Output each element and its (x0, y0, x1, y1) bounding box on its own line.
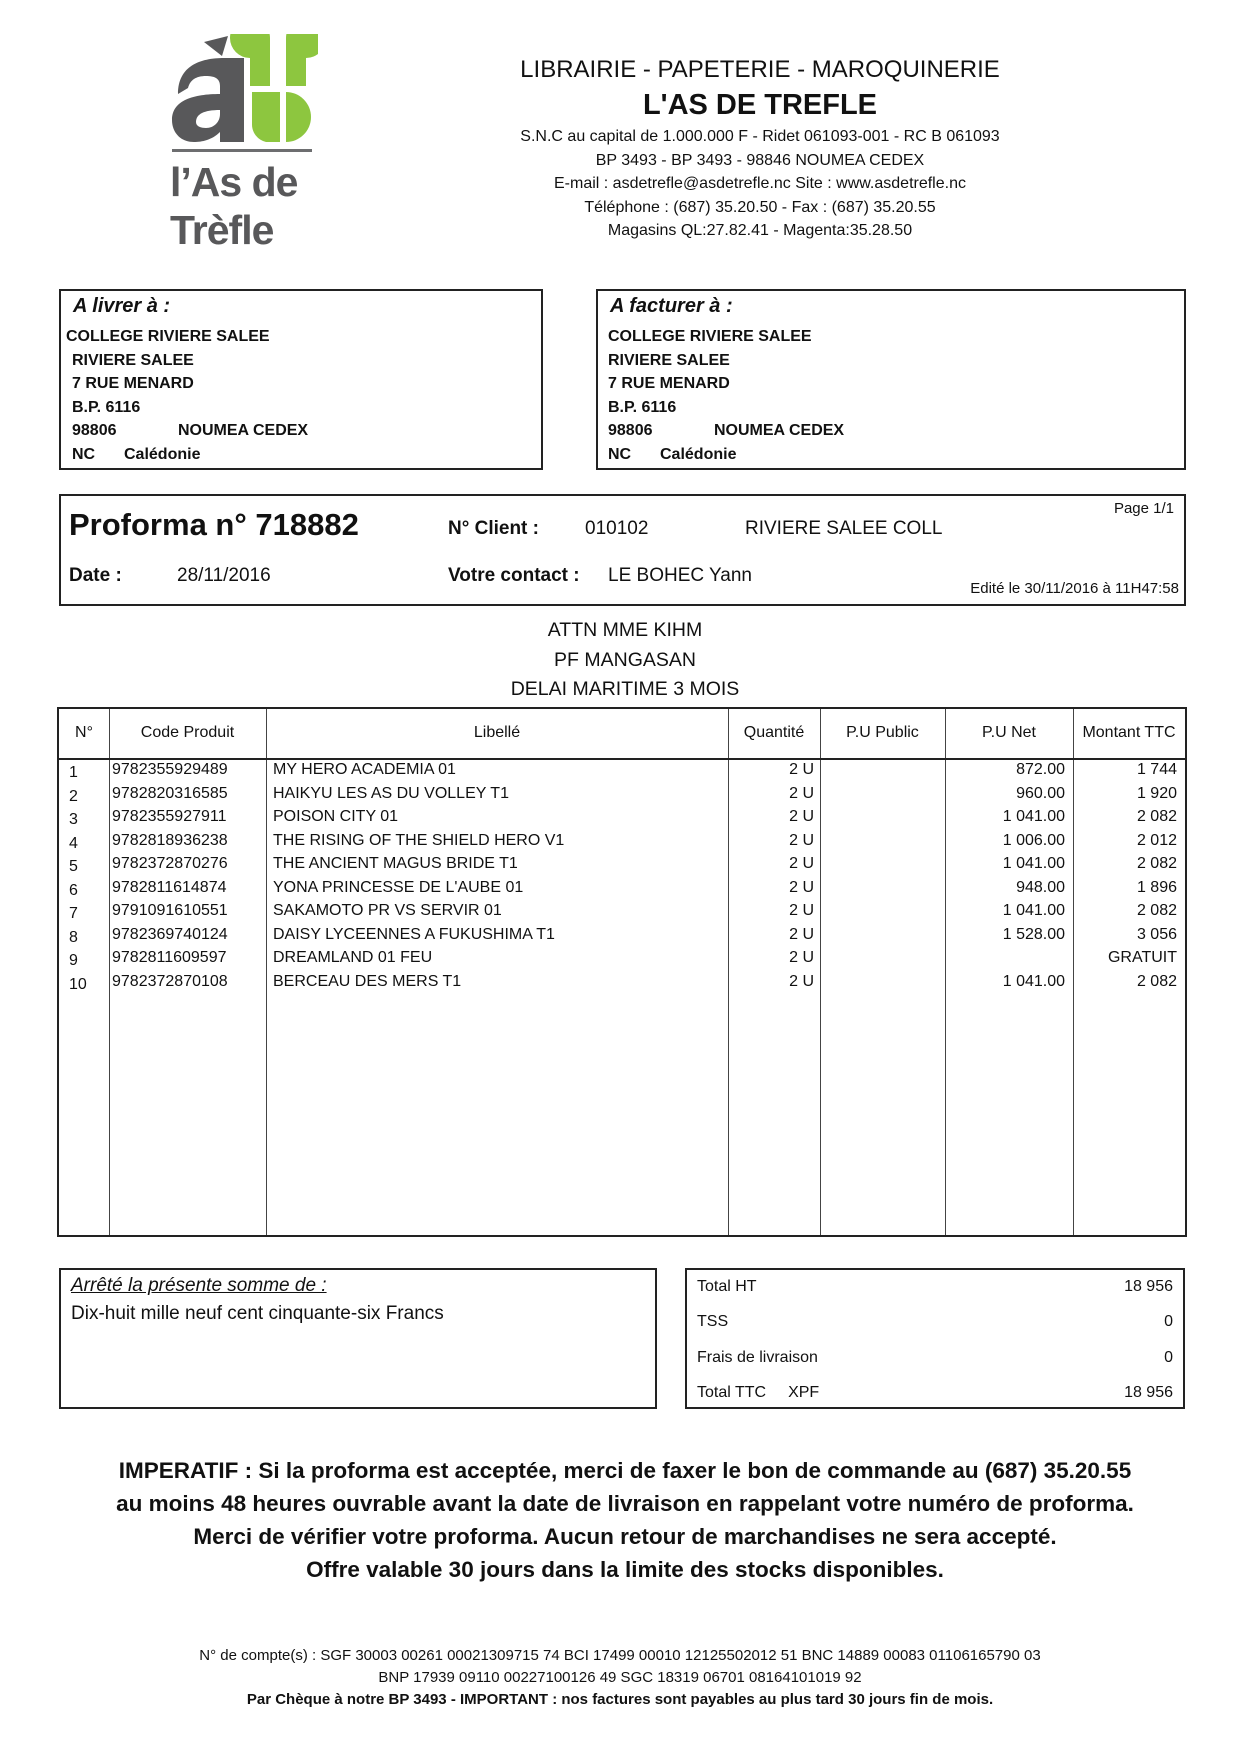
shipping-country: Calédonie (124, 445, 201, 463)
cell-amount: GRATUIT (1107, 949, 1177, 966)
header-net-price: P.U Net (982, 724, 1036, 741)
table-row (59, 855, 1185, 879)
contact-label: Votre contact : (448, 565, 580, 586)
company-header (440, 55, 1080, 243)
company-logo (168, 34, 318, 254)
cell-product-code: 9782372870108 (112, 972, 228, 990)
table-row (59, 902, 1185, 926)
imperatif-line: Merci de vérifier votre proforma. Aucun retour de marchandises ne sera accepté. (193, 1524, 1057, 1549)
cell-amount: 2 012 (1136, 831, 1177, 849)
cell-net-price: 1 041.00 (1002, 972, 1065, 990)
cell-amount: 2 082 (1136, 808, 1177, 825)
cell-net-price: 872.00 (1016, 761, 1065, 778)
proforma-info-box (59, 494, 1186, 606)
cell-net-price: 1 041.00 (1002, 808, 1065, 825)
company-email-line: E-mail : asdetrefle@asdetrefle.nc Site : www.asdetrefle.nc (554, 175, 966, 193)
cell-net-price: 1 041.00 (1002, 855, 1065, 872)
cell-quantity: 2 U (789, 808, 814, 825)
table-row (59, 761, 1185, 785)
header-public-price: P.U Public (846, 724, 919, 741)
total-ttc-row (697, 1384, 1173, 1406)
cell-net-price: 1 528.00 (1002, 925, 1065, 943)
delivery-fee-label: Frais de livraison (697, 1349, 818, 1366)
shipping-city: NOUMEA CEDEX (178, 422, 309, 439)
header-amount: Montant TTC (1082, 724, 1176, 741)
amount-in-words: Dix-huit mille neuf cent cinquante-six Francs (71, 1303, 444, 1324)
page-indicator: Page 1/1 (1113, 500, 1174, 517)
billing-name: COLLEGE RIVIERE SALEE (608, 328, 812, 345)
imperatif-line: IMPERATIF : Si la proforma est acceptée, merci de faxer le bon de commande au (687) 35.20.55 (118, 1458, 1132, 1483)
cell-number: 9 (69, 952, 78, 969)
cell-number: 7 (69, 905, 78, 922)
contact-name: LE BOHEC Yann (608, 565, 752, 586)
note-line: PF MANGASAN (554, 648, 696, 671)
table-row (59, 926, 1185, 950)
cell-label: HAIKYU LES AS DU VOLLEY T1 (273, 784, 509, 802)
cell-quantity: 2 U (789, 831, 814, 849)
cell-net-price: 960.00 (1016, 784, 1065, 802)
imperatif-line: au moins 48 heures ouvrable avant la date de livraison en rappelant votre numéro de proforma. (116, 1491, 1134, 1516)
delivery-fee-value: 0 (1164, 1349, 1173, 1366)
imperatif-line: Offre valable 30 jours dans la limite des stocks disponibles. (306, 1557, 944, 1582)
billing-city: NOUMEA CEDEX (714, 422, 845, 439)
billing-line4: B.P. 6116 (608, 398, 677, 416)
table-row (59, 785, 1185, 809)
table-row (59, 973, 1185, 997)
cell-number: 10 (69, 975, 87, 993)
proforma-title: Proforma n° 718882 (69, 507, 359, 542)
shipping-title: A livrer à : (73, 295, 171, 317)
shipping-line4: B.P. 6116 (72, 398, 141, 416)
billing-address-box (596, 289, 1186, 470)
cell-quantity: 2 U (789, 784, 814, 802)
tss-label: TSS (697, 1313, 729, 1330)
shipping-address-box (59, 289, 543, 470)
cell-net-price: 1 041.00 (1002, 902, 1065, 919)
amount-in-words-box (59, 1268, 657, 1409)
bank-accounts-line1: N° de compte(s) : SGF 30003 00261 00021309715 74 BCI 17499 00010 12125502012 51 BNC 14889 00083 01106165790 03 (199, 1647, 1041, 1664)
company-legal-line: S.N.C au capital de 1.000.000 F - Ridet 061093-001 - RC B 061093 (520, 128, 1000, 146)
cell-net-price: 1 006.00 (1002, 831, 1065, 849)
cell-quantity: 2 U (789, 949, 814, 966)
bank-accounts-line2: BNP 17939 09110 00227100126 49 SGC 18319 06701 08164101019 92 (378, 1669, 862, 1686)
tss-value: 0 (1164, 1313, 1173, 1330)
totals-box (685, 1268, 1185, 1409)
client-number: 010102 (585, 518, 649, 539)
client-number-label: N° Client : (448, 518, 539, 539)
logo-text-line2: Trèfle (170, 207, 274, 253)
total-ttc-label: Total TTC (697, 1384, 767, 1401)
tss-row (697, 1313, 1173, 1335)
cell-label: DAISY LYCEENNES A FUKUSHIMA T1 (273, 925, 555, 943)
footer (60, 1645, 1180, 1711)
cell-amount: 2 082 (1136, 855, 1177, 872)
cell-amount: 3 056 (1136, 925, 1177, 943)
company-tagline: LIBRAIRIE - PAPETERIE - MAROQUINERIE (520, 56, 1000, 83)
payment-terms: Par Chèque à notre BP 3493 - IMPORTANT : nos factures sont payables au plus tard 30 jours fin de mois. (246, 1691, 994, 1708)
total-ttc-value: 18 956 (1124, 1384, 1173, 1401)
billing-postcode: 98806 (608, 422, 653, 439)
cell-amount: 1 896 (1136, 878, 1177, 896)
note-line: DELAI MARITIME 3 MOIS (510, 678, 740, 700)
billing-line2: RIVIERE SALEE (608, 351, 730, 369)
company-phone-line: Téléphone : (687) 35.20.50 - Fax : (687) 35.20.55 (584, 198, 936, 216)
shipping-country-code: NC (72, 445, 96, 463)
total-ht-value: 18 956 (1124, 1278, 1173, 1295)
shipping-city-line (66, 419, 308, 443)
cell-label: YONA PRINCESSE DE L'AUBE 01 (273, 878, 524, 896)
cell-number: 4 (69, 834, 78, 852)
total-ht-row (697, 1278, 1173, 1300)
billing-country: Calédonie (660, 445, 737, 463)
cell-quantity: 2 U (789, 855, 814, 872)
cell-number: 5 (69, 858, 78, 875)
header-number: N° (75, 724, 93, 741)
logo-text-line1: l’As de (170, 159, 298, 205)
cell-label: SAKAMOTO PR VS SERVIR 01 (273, 902, 502, 919)
proforma-date: 28/11/2016 (177, 565, 271, 586)
cell-number: 8 (69, 928, 78, 946)
clover-a-logo-icon (168, 34, 318, 144)
cell-label: THE ANCIENT MAGUS BRIDE T1 (273, 855, 518, 872)
cell-product-code: 9782355929489 (112, 761, 228, 778)
cell-quantity: 2 U (789, 925, 814, 943)
line-items-table (57, 707, 1187, 1237)
cell-product-code: 9782820316585 (112, 784, 228, 802)
company-stores-line: Magasins QL:27.82.41 - Magenta:35.28.50 (607, 222, 913, 240)
shipping-line3: 7 RUE MENARD (72, 375, 194, 392)
cell-label: BERCEAU DES MERS T1 (273, 972, 462, 990)
cell-product-code: 9782818936238 (112, 831, 228, 849)
cell-number: 1 (69, 764, 78, 781)
cell-product-code: 9782355927911 (112, 808, 227, 825)
date-label: Date : (69, 565, 122, 586)
billing-title: A facturer à : (610, 295, 733, 317)
cell-number: 2 (69, 787, 78, 805)
shipping-name: COLLEGE RIVIERE SALEE (66, 328, 270, 345)
imperatif-notice (40, 1454, 1210, 1586)
table-row (59, 949, 1185, 973)
shipping-line2: RIVIERE SALEE (72, 351, 194, 369)
cell-product-code: 9791091610551 (112, 902, 228, 919)
note-line: ATTN MME KIHM (547, 619, 703, 641)
cell-number: 6 (69, 881, 78, 899)
cell-product-code: 9782811609597 (112, 949, 227, 966)
shipping-postcode: 98806 (72, 422, 117, 439)
cell-quantity: 2 U (789, 902, 814, 919)
total-ht-label: Total HT (697, 1278, 757, 1295)
cell-amount: 2 082 (1136, 972, 1177, 990)
shipping-country-line (66, 443, 308, 467)
billing-line3: 7 RUE MENARD (608, 375, 730, 392)
cell-number: 3 (69, 811, 78, 828)
cell-label: MY HERO ACADEMIA 01 (273, 761, 456, 778)
delivery-fee-row (697, 1349, 1173, 1371)
cell-amount: 1 920 (1136, 784, 1177, 802)
cell-product-code: 9782372870276 (112, 855, 228, 872)
table-row (59, 879, 1185, 903)
cell-net-price: 948.00 (1016, 878, 1065, 896)
cell-label: POISON CITY 01 (273, 808, 399, 825)
currency: XPF (788, 1384, 820, 1401)
header-product-code: Code Produit (140, 724, 235, 741)
billing-country-line (608, 443, 844, 467)
cell-quantity: 2 U (789, 761, 814, 778)
cell-label: THE RISING OF THE SHIELD HERO V1 (273, 831, 565, 849)
cell-amount: 2 082 (1136, 902, 1177, 919)
company-name: L'AS DE TREFLE (642, 89, 878, 121)
company-address-line: BP 3493 - BP 3493 - 98846 NOUMEA CEDEX (595, 151, 925, 169)
table-row (59, 832, 1185, 856)
header-label: Libellé (473, 724, 521, 741)
client-name: RIVIERE SALEE COLL (745, 518, 943, 539)
order-notes (440, 616, 810, 705)
cell-quantity: 2 U (789, 878, 814, 896)
logo-divider (172, 149, 312, 152)
table-row (59, 808, 1185, 832)
header-quantity: Quantité (743, 724, 805, 741)
billing-city-line (608, 419, 844, 443)
edited-timestamp: Edité le 30/11/2016 à 11H47:58 (970, 580, 1179, 597)
cell-product-code: 9782369740124 (112, 925, 228, 943)
header-divider (59, 758, 1185, 760)
cell-quantity: 2 U (789, 972, 814, 990)
amount-in-words-title: Arrêté la présente somme de : (71, 1275, 327, 1296)
cell-label: DREAMLAND 01 FEU (273, 949, 433, 966)
cell-amount: 1 744 (1136, 761, 1177, 778)
cell-product-code: 9782811614874 (112, 878, 227, 896)
billing-country-code: NC (608, 445, 632, 463)
